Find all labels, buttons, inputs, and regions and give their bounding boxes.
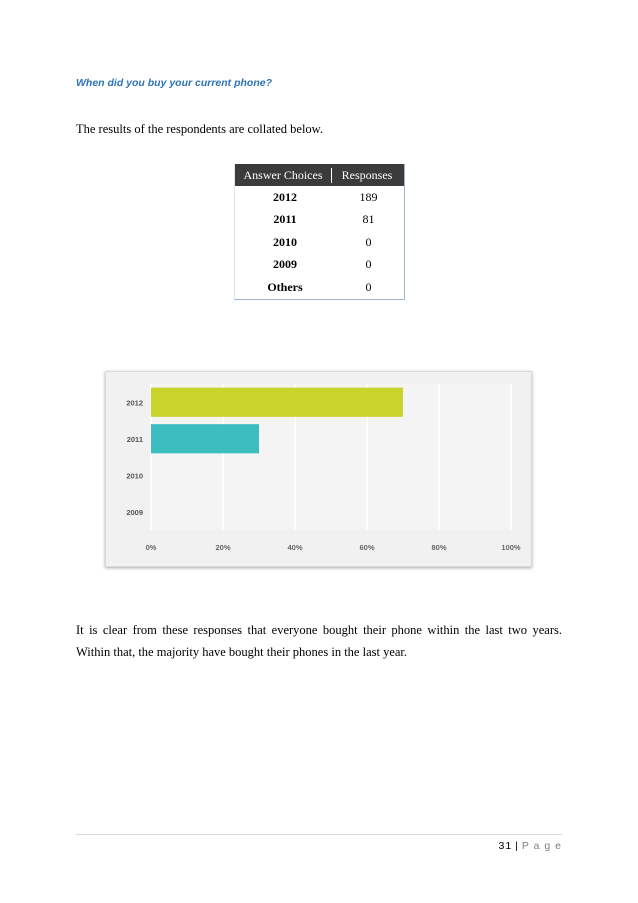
header-answer-choices: Answer Choices [235, 168, 332, 183]
x-tick-label: 100% [501, 543, 521, 552]
y-category-label: 2011 [126, 434, 143, 444]
x-tick-label: 80% [431, 543, 447, 552]
table-header [235, 164, 404, 186]
table-row [235, 231, 404, 254]
page-footer [498, 840, 562, 852]
table-row [235, 254, 404, 277]
y-category-label: 2009 [126, 507, 143, 517]
x-tick-label: 40% [287, 543, 303, 552]
question-heading: When did you buy your current phone? [76, 77, 272, 89]
row-choice: 2010 [273, 234, 297, 249]
chart-svg [106, 372, 531, 566]
header-responses: Responses [341, 167, 393, 182]
intro-text: The results of the respondents are collated below. [76, 122, 324, 136]
x-tick-label: 20% [215, 543, 231, 552]
bar-2011 [151, 424, 259, 453]
table-row [235, 276, 404, 299]
row-choice: 2009 [273, 257, 297, 272]
row-responses: 0 [365, 279, 372, 294]
row-responses: 189 [359, 189, 378, 204]
responses-table [234, 164, 405, 300]
x-tick-label: 60% [359, 543, 375, 552]
y-category-label: 2012 [126, 398, 143, 408]
y-category-label: 2010 [126, 471, 143, 481]
page-label: P a g e [521, 840, 562, 852]
footer-separator: | [515, 840, 519, 852]
x-tick-label: 0% [145, 543, 157, 552]
page-number: 31 [498, 840, 513, 852]
row-responses: 0 [365, 257, 372, 272]
table-row [235, 209, 404, 232]
footer-divider [76, 834, 562, 835]
bar-2012 [151, 388, 403, 417]
row-responses: 0 [365, 234, 372, 249]
bar-chart [105, 371, 532, 567]
row-choice: 2012 [273, 189, 297, 204]
row-choice: 2011 [273, 212, 297, 227]
conclusion-text: It is clear from these responses that everyone bought their phone within the last two years. Within that, the majority have bought their phones in the last year. [76, 623, 562, 659]
row-responses: 81 [362, 212, 375, 227]
table-row [235, 186, 404, 209]
row-choice: Others [267, 279, 303, 294]
